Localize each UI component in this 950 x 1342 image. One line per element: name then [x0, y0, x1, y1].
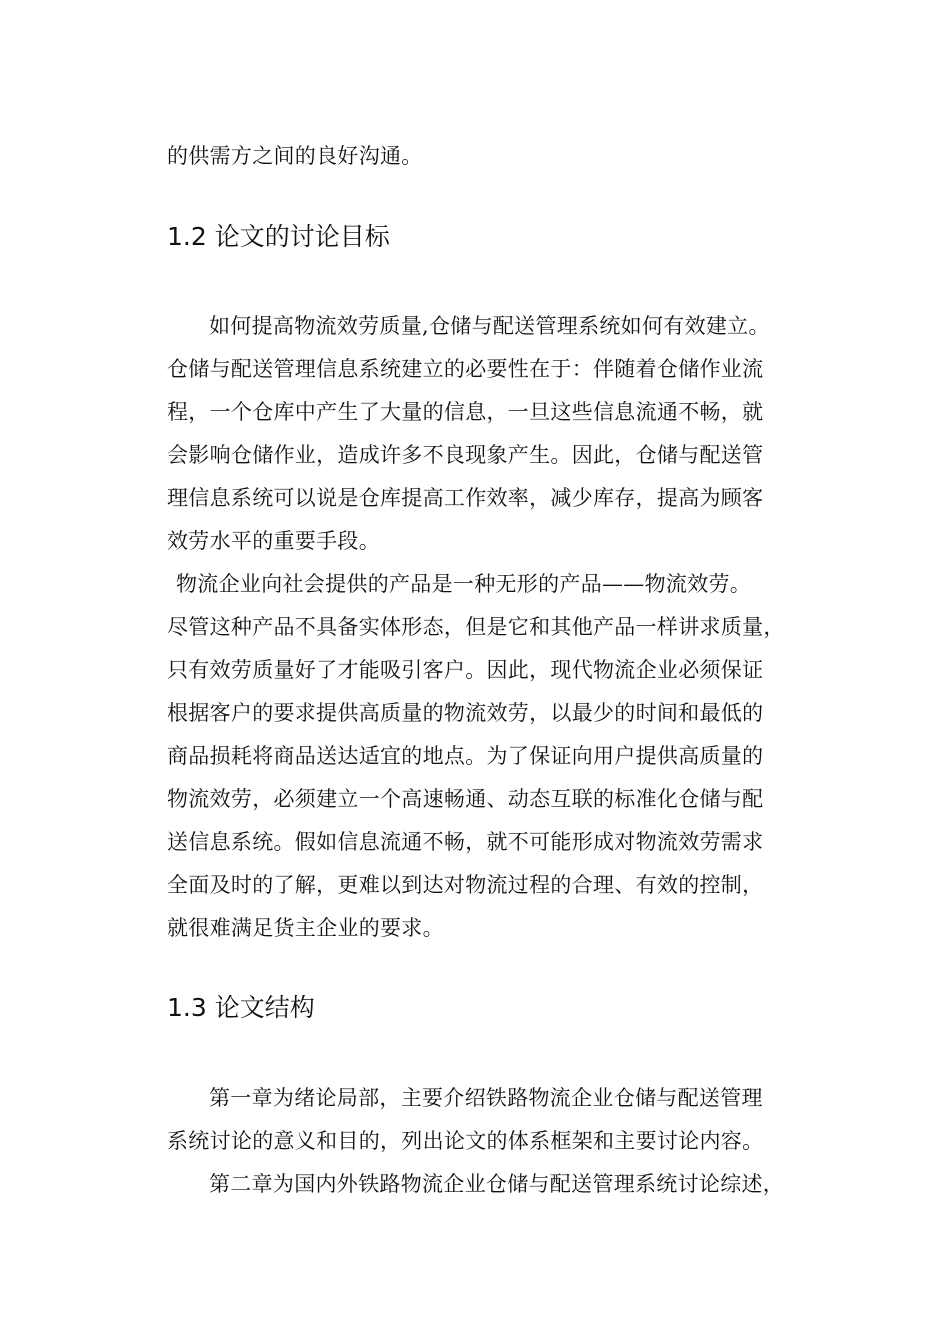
paragraph-line: 尽管这种产品不具备实体形态，但是它和其他产品一样讲求质量，: [167, 615, 785, 639]
paragraph-line: 仓储与配送管理信息系统建立的必要性在于：伴随着仓储作业流: [167, 357, 764, 381]
paragraph-line: 根据客户的要求提供高质量的物流效劳，以最少的时间和最低的: [167, 701, 764, 725]
paragraph-line: 如何提高物流效劳质量,仓储与配送管理系统如何有效建立。: [209, 314, 770, 338]
paragraph-line: 就很难满足货主企业的要求。: [167, 916, 444, 940]
section-heading-1-2: 1.2 论文的讨论目标: [167, 222, 390, 251]
paragraph-line: 理信息系统可以说是仓库提高工作效率，减少库存，提高为顾客: [167, 486, 764, 510]
paragraph-line: 商品损耗将商品送达适宜的地点。为了保证向用户提供高质量的: [167, 744, 764, 768]
paragraph-line: 会影响仓储作业，造成许多不良现象产生。因此，仓储与配送管: [167, 443, 764, 467]
intro-tail-line: 的供需方之间的良好沟通。: [167, 144, 423, 168]
paragraph-line: 全面及时的了解，更难以到达对物流过程的合理、有效的控制，: [167, 873, 764, 897]
paragraph-line: 效劳水平的重要手段。: [167, 529, 380, 553]
paragraph-line: 只有效劳质量好了才能吸引客户。因此，现代物流企业必须保证: [167, 658, 764, 682]
paragraph-line: 程，一个仓库中产生了大量的信息，一旦这些信息流通不畅，就: [167, 400, 764, 424]
section-heading-1-3: 1.3 论文结构: [167, 993, 315, 1022]
paragraph-line: 系统讨论的意义和目的，列出论文的体系框架和主要讨论内容。: [167, 1129, 764, 1153]
paragraph-line: 物流效劳，必须建立一个高速畅通、动态互联的标准化仓储与配: [167, 787, 764, 811]
paragraph-line: 送信息系统。假如信息流通不畅，就不可能形成对物流效劳需求: [167, 830, 764, 854]
paragraph-line: 第一章为绪论局部，主要介绍铁路物流企业仓储与配送管理: [209, 1086, 763, 1110]
paragraph-line: 第二章为国内外铁路物流企业仓储与配送管理系统讨论综述，: [209, 1172, 785, 1196]
paragraph-line: 物流企业向社会提供的产品是一种无形的产品——物流效劳。: [176, 572, 752, 596]
